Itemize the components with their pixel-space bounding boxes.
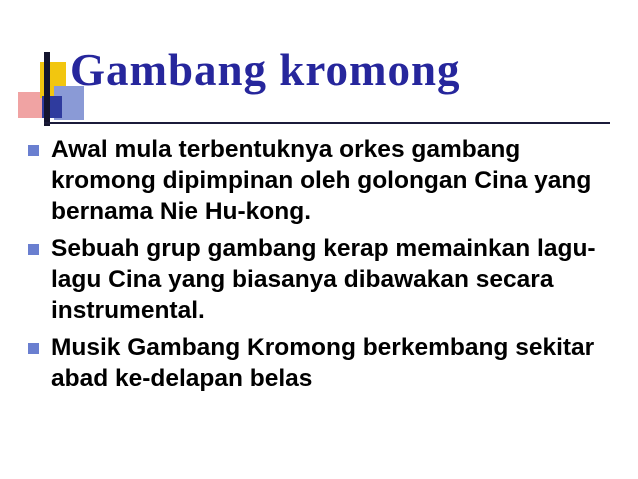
decor-vertical-bar xyxy=(44,52,50,126)
bullet-list xyxy=(28,134,618,400)
list-item xyxy=(28,233,618,326)
title-divider xyxy=(44,122,610,124)
slide-title: Gambang kromong xyxy=(70,45,461,95)
bullet-square-icon xyxy=(28,244,39,255)
bullet-square-icon xyxy=(28,343,39,354)
list-item xyxy=(28,332,618,394)
list-item-text: Sebuah grup gambang kerap memainkan lagu-lagu Cina yang biasanya dibawakan secara instrumental. xyxy=(51,235,596,324)
list-item-text: Musik Gambang Kromong berkembang sekitar abad ke-delapan belas xyxy=(51,334,595,392)
list-item-text: Awal mula terbentuknya orkes gambang kromong dipimpinan oleh golongan Cina yang bernama Nie Hu-kong. xyxy=(51,136,592,225)
bullet-square-icon xyxy=(28,145,39,156)
list-item xyxy=(28,134,618,227)
